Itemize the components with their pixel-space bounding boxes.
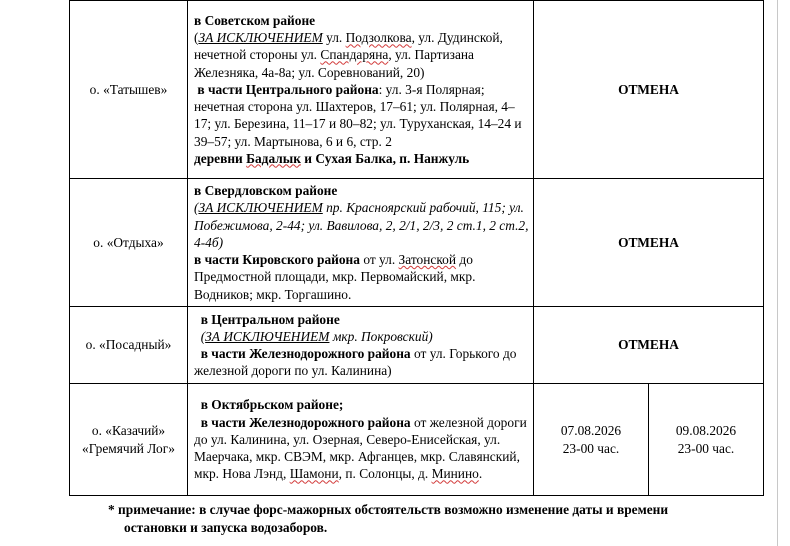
district-title: в Центральном районе	[200, 311, 340, 327]
location-label: о. «Казачий»	[91, 423, 166, 439]
shutdown-schedule-table	[69, 0, 764, 496]
area-text: , ул. Дудинской, нечетной стороны ул.	[194, 30, 503, 63]
location-cell	[70, 1, 188, 179]
district-part-title: в части Железнодорожного района	[200, 414, 411, 430]
paren-open: (	[194, 30, 199, 46]
start-time: 23-00 час.	[562, 440, 620, 456]
location-cell	[70, 384, 188, 496]
area-cell	[188, 1, 534, 179]
area-text: : ул. 3-я Полярная; нечетная сторона ул. Шахтеров, 17–61; ул. Полярная, 4–17; ул. Березина, 11–17 и 80–82; ул. Туруханская, 14–24 и 39–57; ул. Мартынова, 6 и 6, стр. 2	[194, 81, 522, 149]
end-time: 23-00 час.	[677, 440, 735, 456]
district-title: в Свердловском районе	[194, 183, 338, 199]
exception-label: ЗА ИСКЛЮЧЕНИЕМ	[205, 328, 330, 344]
place-name: Минино	[431, 466, 479, 482]
area-text: от железной дороги до ул. Калинина, ул. Озерная, Северо-Енисейская, ул. Маерчака, мкр. СВЭМ, мкр. Афганцев, мкр. Славянский, мкр. Нова Лэнд,	[194, 414, 527, 482]
area-text: от ул. Горького до железной дороги по ул. Калинина)	[194, 346, 517, 379]
area-text: , п. Солонцы, д.	[338, 466, 432, 482]
district-title: в Советском районе	[194, 13, 316, 29]
location-label: «Гремячий Лог»	[82, 440, 175, 456]
district-part-title: в части Железнодорожного района	[200, 346, 411, 361]
area-cell	[188, 384, 534, 496]
end-datetime-cell	[649, 384, 764, 496]
area-text: от ул.	[359, 252, 399, 268]
area-text: до Предмостной площади, мкр. Первомайский, мкр. Водников; мкр. Торгашино.	[194, 252, 476, 302]
footnote-line-2: остановки и запуска водозаборов.	[124, 520, 328, 535]
status-cancelled: ОТМЕНА	[618, 81, 679, 97]
district-part-title: в части Центрального района	[197, 81, 379, 97]
table-row	[70, 384, 764, 496]
exception-label: ЗА ИСКЛЮЧЕНИЕМ	[198, 200, 323, 216]
status-cell	[534, 1, 764, 179]
area-text: мкр. Покровский)	[329, 328, 433, 344]
footnote	[108, 501, 748, 537]
area-cell	[188, 307, 534, 384]
area-cell	[188, 179, 534, 307]
area-text: и Сухая Балка, п. Нанжуль	[300, 150, 470, 166]
start-date: 07.08.2026	[560, 423, 622, 439]
exception-label: ЗА ИСКЛЮЧЕНИЕМ	[198, 30, 323, 46]
end-date: 09.08.2026	[675, 423, 737, 439]
area-text: деревни	[194, 150, 247, 166]
district-part-title: в части Кировского района	[194, 252, 360, 268]
status-cancelled: ОТМЕНА	[618, 234, 679, 250]
paren-open: (	[200, 328, 206, 344]
location-label: о. «Татышев»	[89, 81, 168, 97]
district-title: в Октябрьском районе;	[200, 397, 344, 413]
street-name: Подзолкова	[345, 30, 412, 46]
street-name: Затонской	[398, 252, 457, 268]
street-name: Спандаряна	[320, 47, 389, 63]
village-name: Бадалык	[246, 150, 301, 166]
location-cell	[70, 307, 188, 384]
start-datetime-cell	[534, 384, 649, 496]
status-cell	[534, 307, 764, 384]
table-row	[70, 307, 764, 384]
footnote-line-1: * примечание: в случае форс-мажорных обстоятельств возможно изменение даты и времени	[108, 502, 669, 517]
location-label: о. «Посадный»	[85, 337, 172, 353]
area-text: .	[478, 466, 483, 482]
status-cell	[534, 179, 764, 307]
place-name: Шамони	[289, 466, 339, 482]
area-text: ул.	[322, 30, 346, 46]
area-text: , ул. Партизана Железняка, 4а-8а; ул. Соревнований, 20)	[194, 47, 475, 80]
table-row	[70, 179, 764, 307]
table-row	[70, 1, 764, 179]
location-cell	[70, 179, 188, 307]
location-label: о. «Отдыха»	[93, 234, 164, 250]
status-cancelled: ОТМЕНА	[618, 337, 679, 353]
area-text: пр. Красноярский рабочий, 115; ул. Побежимова, 2-44; ул. Вавилова, 2, 2/1, 2/3, 2 ст.1, 2 ст.2, 4-4б)	[194, 200, 529, 250]
page-margin-line	[777, 0, 778, 546]
paren-open: (	[194, 200, 199, 216]
